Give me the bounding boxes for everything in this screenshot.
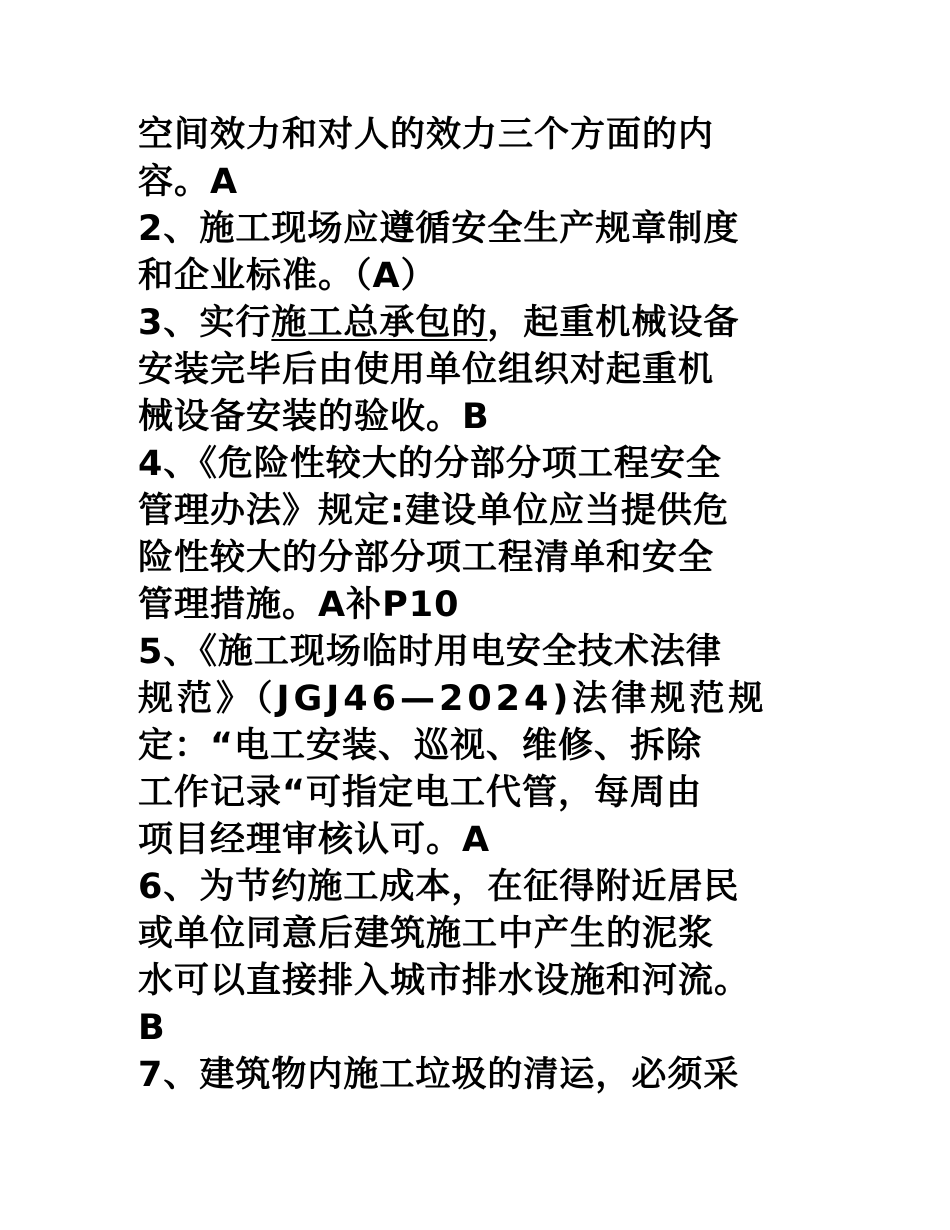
text-line: 管理措施。A补P10 [138, 585, 460, 625]
text-line: 项目经理审核认可。A [138, 820, 491, 860]
text-line: 定：“电工安装、巡视、维修、拆除 [138, 726, 703, 766]
text-line [138, 300, 838, 347]
text-segment: 3、实行 [138, 303, 272, 343]
text-line: 险性较大的分部分项工程清单和安全 [138, 538, 715, 578]
document-body [138, 112, 838, 1099]
text-line: 工作记录“可指定电工代管，每周由 [138, 773, 703, 813]
underlined-text: 施工总承包的 [271, 303, 488, 343]
text-segment: ，起重机械设备 [487, 303, 740, 343]
text-line: 空间效力和对人的效力三个方面的内 [138, 115, 715, 155]
text-line: B [138, 1008, 166, 1048]
text-line: 安装完毕后由使用单位组织对起重机 [138, 350, 715, 390]
text-line: 2、施工现场应遵循安全生产规章制度 [138, 209, 740, 249]
text-line: 7、建筑物内施工垃圾的清运，必须采 [138, 1055, 740, 1095]
text-line: 或单位同意后建筑施工中产生的泥浆 [138, 914, 715, 954]
text-line: 水可以直接排入城市排水设施和河流。 [138, 961, 751, 1001]
text-line: 4、《危险性较大的分部分项工程安全 [138, 444, 722, 484]
text-line: 6、为节约施工成本，在征得附近居民 [138, 867, 740, 907]
text-line: 管理办法》规定:建设单位应当提供危 [138, 491, 729, 531]
text-line: 规范》（JGJ46—2024)法律规范规 [138, 679, 768, 719]
text-line: 5、《施工现场临时用电安全技术法律 [138, 632, 722, 672]
text-line: 容。A [138, 162, 239, 202]
text-line: 械设备安装的验收。B [138, 397, 490, 437]
text-line: 和企业标准。（A） [138, 256, 437, 296]
